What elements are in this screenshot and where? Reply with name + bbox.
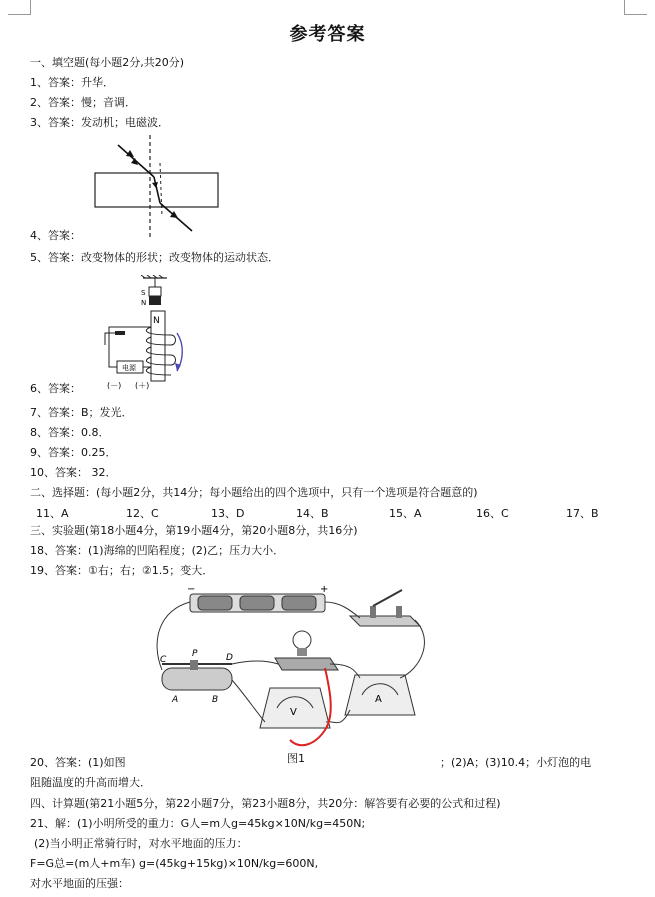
battery-plus: + xyxy=(320,584,329,595)
section-heading-1: 一、填空题(每小题2分,共20分) xyxy=(30,56,185,69)
answer-21-line-2: (2)当小明正常骑行时，对水平地面的压力： xyxy=(34,837,248,850)
answer-18: 18、答案：(1)海绵的凹陷程度；(2)乙；压力大小． xyxy=(30,544,285,557)
voltmeter-label: V xyxy=(290,707,297,718)
answer-5: 5、答案：改变物体的形状；改变物体的运动状态． xyxy=(30,251,279,264)
magnet-n-label: N xyxy=(141,299,147,307)
page-corner-left xyxy=(8,0,31,15)
page-title: 参考答案 xyxy=(289,24,366,45)
answer-10: 10、答案： 32． xyxy=(30,466,117,479)
section-heading-2: 二、选择题：(每小题2分，共14分；每小题给出的四个选项中，只有一个选项是符合题意的) xyxy=(30,486,478,499)
choice-answer: 17、B xyxy=(566,507,599,520)
rheostat-p-label: P xyxy=(192,649,198,659)
circuit-figure xyxy=(150,580,440,765)
choice-answer: 16、C xyxy=(476,507,509,520)
coil-n-label: N xyxy=(153,316,160,326)
answer-19: 19、答案：①右；右；②1.5；变大． xyxy=(30,564,214,577)
electromagnet-diagram xyxy=(95,275,200,395)
section-heading-3: 三、实验题(第18小题4分，第19小题4分，第20小题8分，共16分) xyxy=(30,524,358,537)
rheostat-b-label: B xyxy=(212,695,219,705)
power-source-label: 电源 xyxy=(122,364,136,372)
answer-2: 2、答案：慢；音调． xyxy=(30,96,136,109)
answer-20-part-b: ；(2)A；(3)10.4；小灯泡的电 xyxy=(440,756,592,769)
answer-21-line-3: F=G总=(m人+m车) g=(45kg+15kg)×10N/kg=600N, xyxy=(30,857,319,870)
answer-4: 4、答案： xyxy=(30,229,81,242)
answer-3: 3、答案：发动机；电磁波． xyxy=(30,116,169,129)
battery-minus: − xyxy=(187,584,196,595)
rheostat-d-label: D xyxy=(226,653,233,663)
answer-21-line-1: 21、解：(1)小明所受的重力：G人=m人g=45kg×10N/kg=450N; xyxy=(30,817,366,830)
answer-9: 9、答案：0.25． xyxy=(30,446,117,459)
section-heading-4: 四、计算题(第21小题5分，第22小题7分，第23小题8分，共20分：解答要有必要的公式和过程) xyxy=(30,797,501,810)
rheostat-a-label: A xyxy=(172,695,179,705)
choice-answer: 12、C xyxy=(126,507,159,520)
answer-20-part-c: 阻随温度的升高而增大． xyxy=(30,776,151,789)
choice-answer: 11、A xyxy=(36,507,69,520)
magnet-s-label: S xyxy=(141,289,146,297)
terminal-minus-label: (－) xyxy=(107,381,122,390)
answer-20-part-a: 20、答案：(1)如图 xyxy=(30,756,126,769)
answer-8: 8、答案：0.8． xyxy=(30,426,110,439)
answer-7: 7、答案：B；发光． xyxy=(30,406,133,419)
choice-answer: 15、A xyxy=(389,507,422,520)
answer-1: 1、答案：升华． xyxy=(30,76,114,89)
rheostat-c-label: C xyxy=(160,655,167,665)
terminal-plus-label: (＋) xyxy=(135,381,150,390)
page-corner-right xyxy=(624,0,647,15)
figure-caption: 图1 xyxy=(287,752,305,765)
ammeter-label: A xyxy=(375,694,382,705)
answer-21-line-4: 对水平地面的压强： xyxy=(30,877,129,890)
answer-6: 6、答案： xyxy=(30,382,81,395)
refraction-diagram xyxy=(90,133,225,243)
choice-answer: 14、B xyxy=(296,507,329,520)
choice-answer: 13、D xyxy=(211,507,245,520)
